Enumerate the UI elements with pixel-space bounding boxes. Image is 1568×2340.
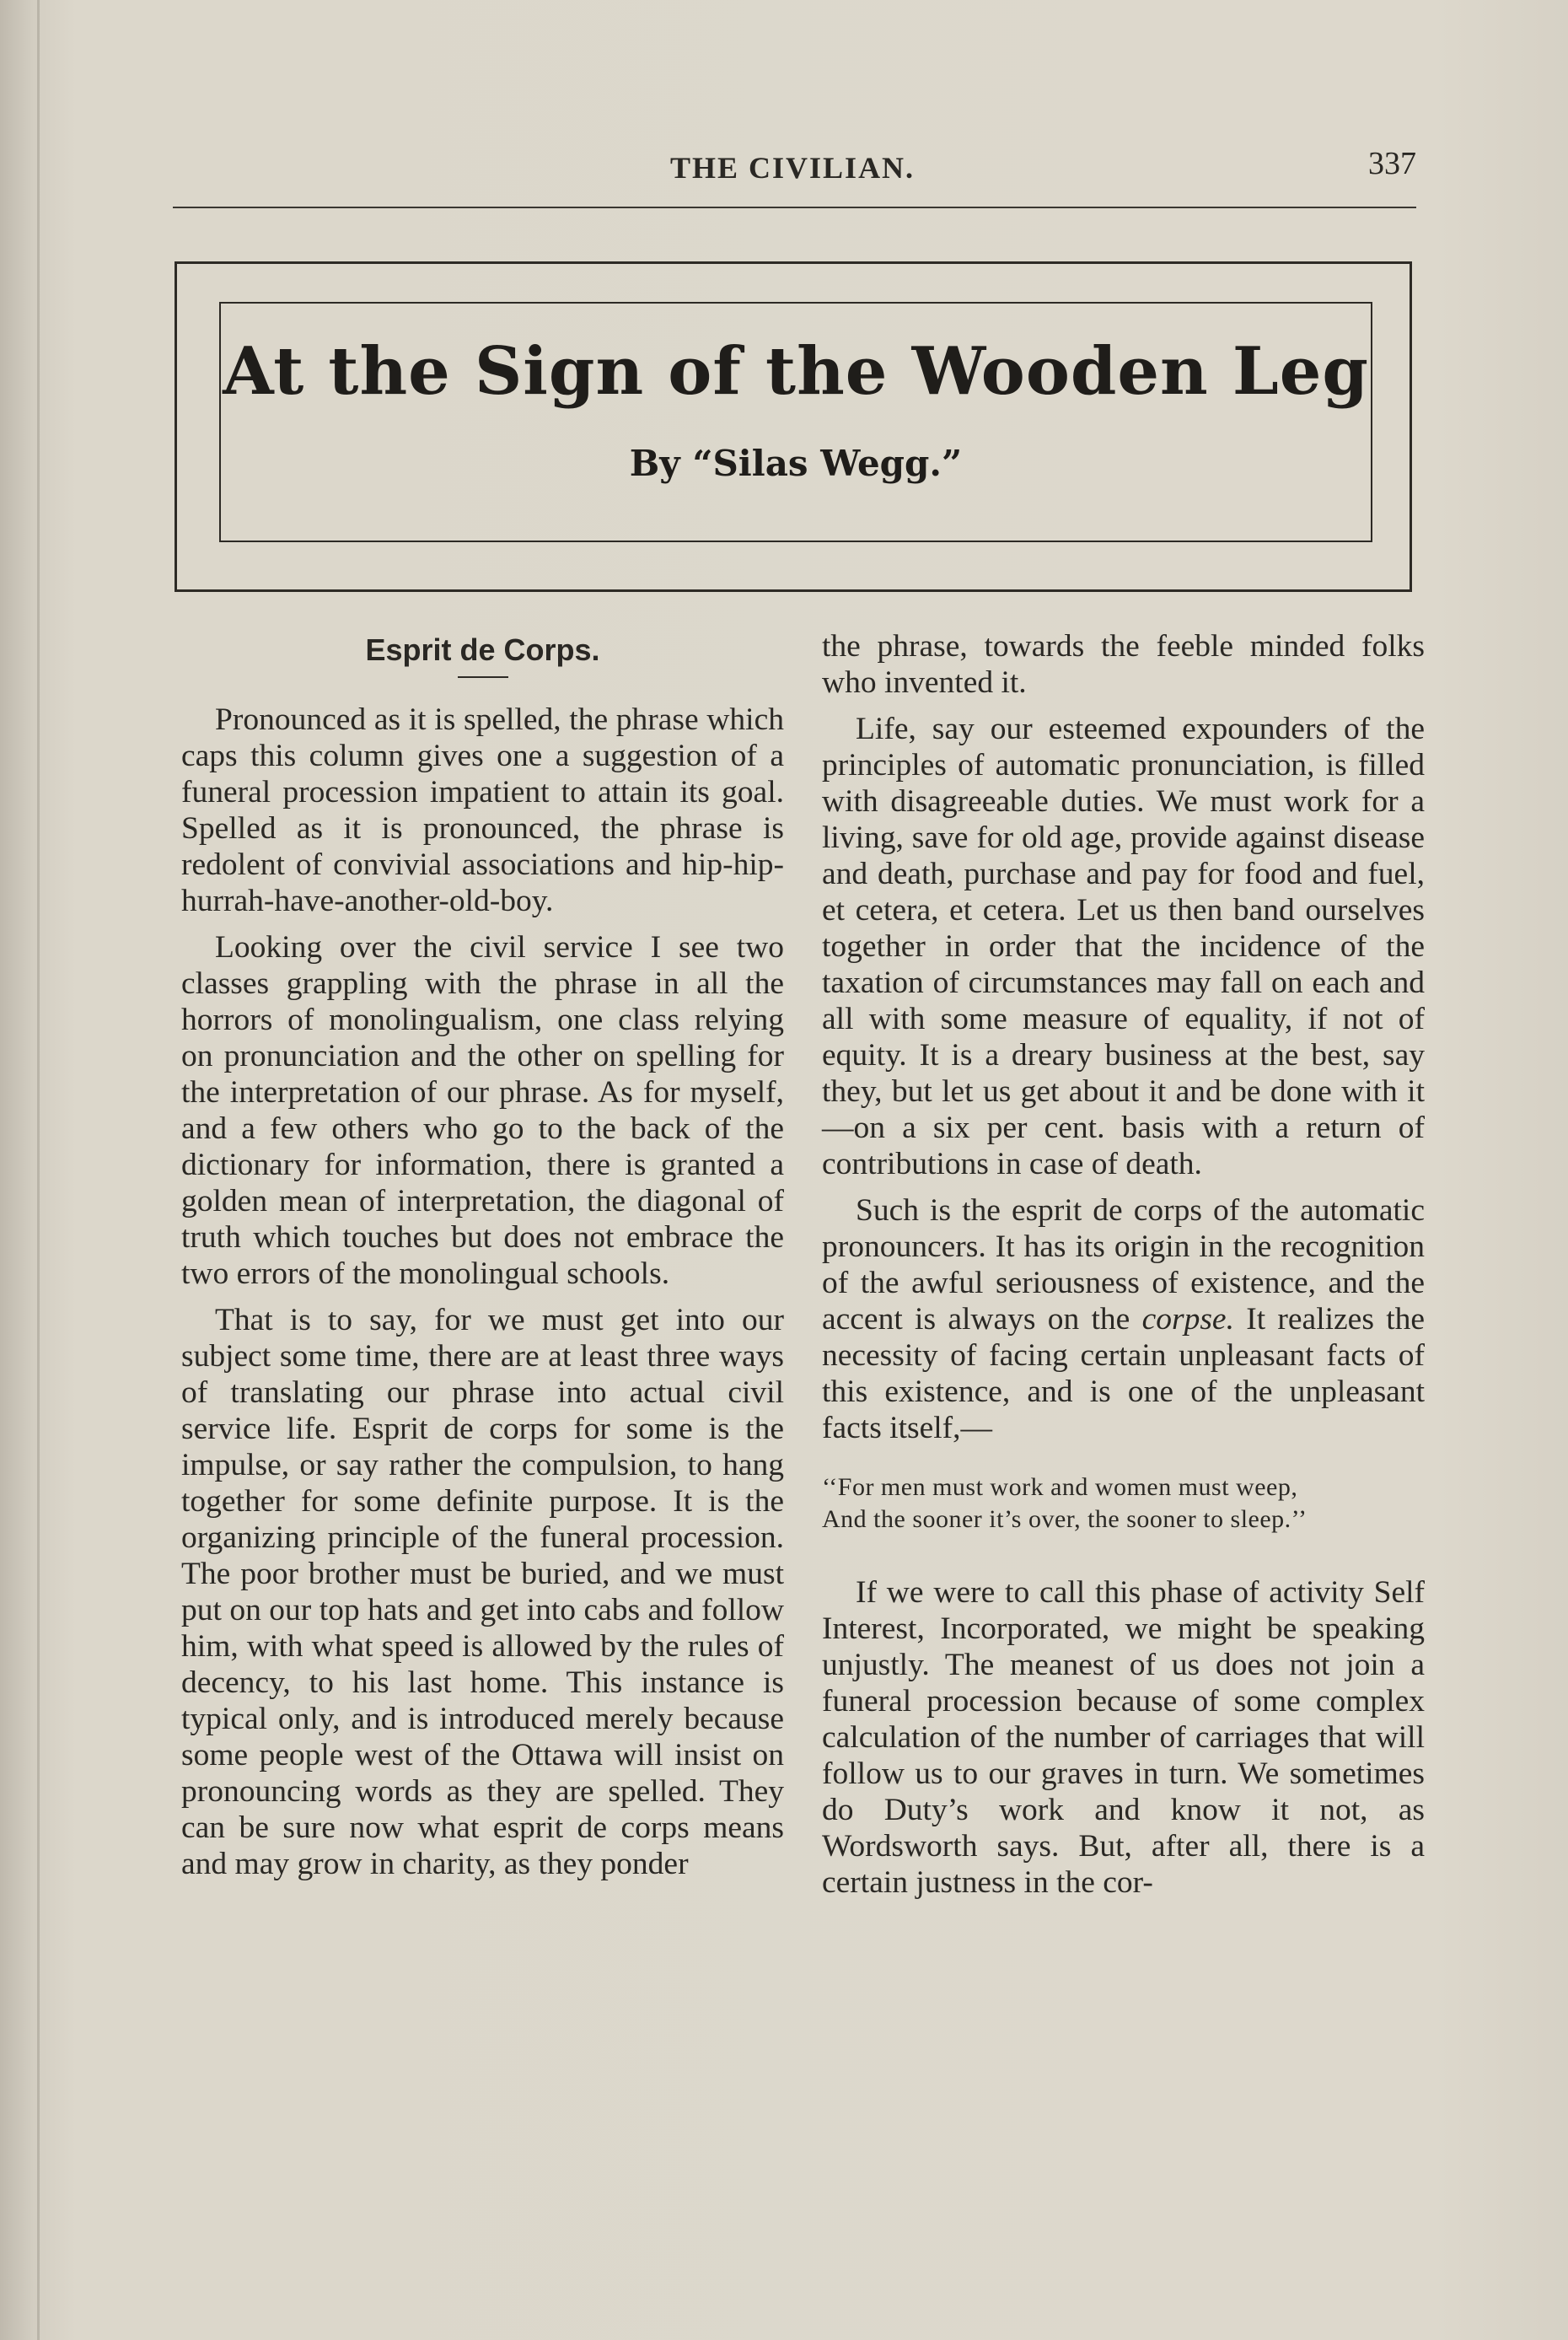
paragraph: That is to say, for we must get into our subject some time, there are at least three ways of translating our phrase into actual civil service life. Esprit de corps for some is the impulse, or say rather the compulsion, to hang together for some definite purpose. It is the organizing principle of the funeral procession. The poor brother must be buried, and we must put on our top hats and get into cabs and follow him, with what speed is allowed by the rules of decency, to his last home. This instance is typical only, and is introduced merely because some people west of the Ottawa will insist on pronouncing words as they are spelled. They can be sure now what esprit de corps means and may grow in charity, as they ponder [181,1303,784,1881]
paragraph-text: Such is the esprit de corps of the automatic pronouncers. It has its origin in the recognition of the awful seriousness of existence, and the accent is always on the [822,1193,1425,1337]
paragraph [822,1192,1425,1446]
paragraph-continuation: the phrase, towards the feeble minded folks who invented it. [822,629,1425,700]
section-divider [458,676,508,678]
running-title: THE CIVILIAN. [670,151,916,185]
verse-line: ‘‘For men must work and women must weep, [822,1473,1298,1501]
section-title: Esprit de Corps. [365,632,600,667]
header-rule [173,207,1416,208]
binding-gutter [37,0,40,2340]
paragraph: Life, say our esteemed expounders of the principles of automatic pronunciation, is filled with disagreeable duties. We must work for a living, save for old age, provide against disease and death, purchase and pay for food and fuel, et cetera, et cetera. Let us then band ourselves together in order that the incidence of the taxation of circumstances may fall on each and all with some measure of equality, if not of equity. It is a dreary business at the best, say they, but let us get about it and be done with it —on a six per cent. basis with a return of contributions in case of death. [822,712,1425,1181]
emphasis-text: corpse. [1141,1302,1234,1337]
running-head [173,146,1416,201]
verse-quote [822,1471,1425,1536]
page-number: 337 [1368,146,1416,181]
paragraph: Pronounced as it is spelled, the phrase which caps this column gives one a suggestion of a funeral procession impatient to attain its goal. Spelled as it is pronounced, the phrase is redolent of convivial associations and hip-hip-hurrah-have-another-old-boy. [181,702,784,918]
paragraph: If we were to call this phase of activity Self Interest, Incorporated, we might be speaking unjustly. The meanest of us does not join a funeral procession because of some complex calculation of the number of carriages that will follow us to our graves in turn. We sometimes do Duty’s work and know it not, as Wordsworth says. But, after all, there is a certain justness in the cor- [822,1575,1425,1900]
column-title: At the Sign of the Wooden Leg [223,333,1369,410]
right-column [822,628,1425,1911]
paragraph-text: It realizes the necessity of facing certain unpleasant facts of this existence, and is one of the unpleasant facts itself,— [822,1302,1426,1445]
column-byline: By “Silas Wegg.” [629,443,963,484]
left-column [181,628,784,1892]
verse-line: And the sooner it’s over, the sooner to sleep.’’ [822,1505,1308,1533]
paragraph: Looking over the civil service I see two classes grappling with the phrase in all the horrors of monolingualism, one class relying on pronunciation and the other on spelling for the interpretation of our phrase. As for myself, and a few others who go to the back of the dictionary for information, there is granted a golden mean of interpretation, the diagonal of truth which touches but does not embrace the two errors of the monolingual schools. [181,930,784,1291]
